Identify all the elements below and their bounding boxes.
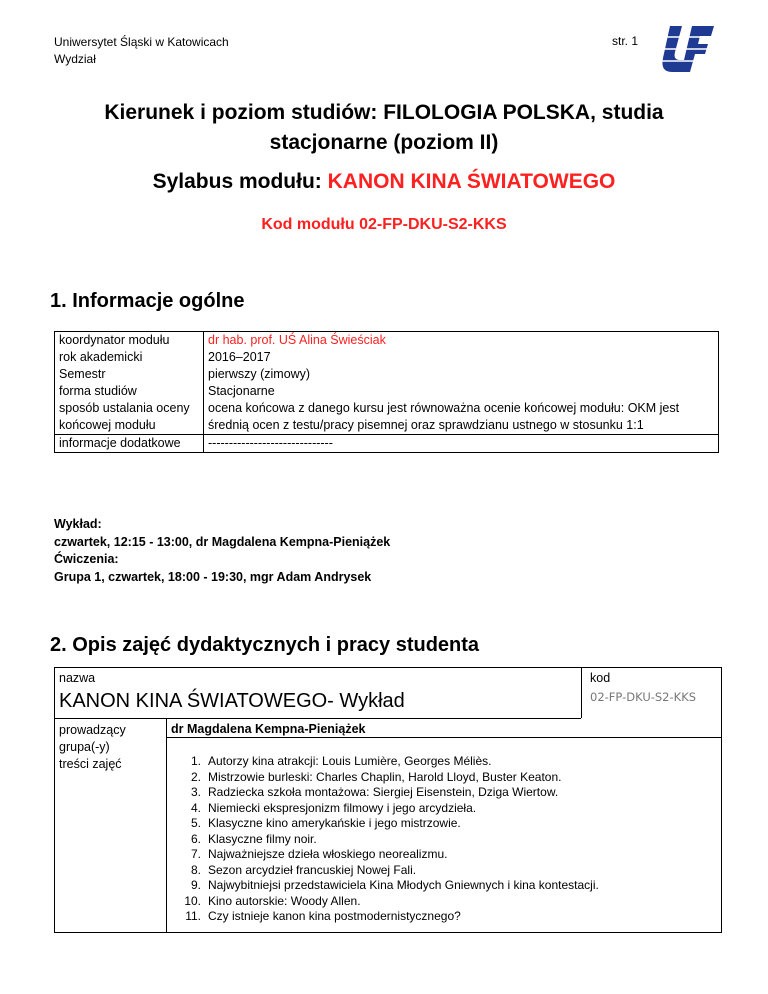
- table-row: Semestr pierwszy (zimowy): [55, 366, 719, 383]
- page-header: [54, 34, 229, 68]
- list-item: 9. Najwybitniejsi przedstawiciela Kina Młodych Gniewnych i kina kontestacji.: [190, 878, 599, 892]
- list-item: 4. Niemiecki ekspresjonizm filmowy i jego arcydzieła.: [190, 800, 477, 815]
- course-name: KANON KINA ŚWIATOWEGO- Wykład: [59, 690, 405, 712]
- page-number: str. 1: [612, 34, 639, 48]
- list-item: 5. Klasyczne kino amerykańskie i jego mistrzowie.: [190, 816, 461, 830]
- university-logo-icon: [656, 22, 718, 76]
- coordinator-value: dr hab. prof. UŚ Alina Świeściak: [204, 332, 719, 350]
- divider: [166, 718, 167, 932]
- table-row: rok akademicki 2016–2017: [55, 349, 719, 366]
- divider: [55, 718, 581, 719]
- program-title: Kierunek i poziom studiów: FILOLOGIA POLSKA, studia stacjonarne (poziom II): [104, 101, 664, 154]
- course-code: 02-FP-DKU-S2-KKS: [590, 690, 697, 704]
- section1-heading: 1. Informacje ogólne: [50, 290, 245, 312]
- list-item: 3. Radziecka szkoła montażowa: Siergiej Eisenstein, Dziga Wiertow.: [190, 785, 559, 799]
- table-row: koordynator modułu dr hab. prof. UŚ Alina Świeściak: [55, 332, 719, 350]
- section2-heading: 2. Opis zajęć dydaktycznych i pracy studenta: [50, 634, 480, 656]
- list-item: 7. Najważniejsze dzieła włoskiego neorealizmu.: [190, 847, 448, 861]
- table-row: forma studiów Stacjonarne: [55, 383, 719, 400]
- list-item: 11. Czy istnieje kanon kina postmodernistycznego?: [185, 909, 461, 923]
- divider: [166, 737, 721, 738]
- syllabus-title: [60, 170, 708, 194]
- module-name: KANON KINA ŚWIATOWEGO: [327, 170, 616, 193]
- general-info-table: [54, 331, 719, 453]
- course-name-cell: nazwa KANON KINA ŚWIATOWEGO- Wykład: [55, 668, 582, 718]
- module-code: Kod modułu 02-FP-DKU-S2-KKS: [261, 216, 507, 233]
- syllabus-prefix: Sylabus modułu:: [152, 170, 322, 193]
- faculty-name: Wydział: [54, 52, 96, 66]
- course-description-table: nazwa KANON KINA ŚWIATOWEGO- Wykład kod 02-FP-DKU-S2-KKS prowadzący grupa(-y) treści zajęć dr Magdalena Kempna-Pieniążek 1. Autorzy kina atrakcji: Louis Lumière, Georges Méliès. 2. Mistrzowie burleski: Charles Chaplin, Harold Lloyd, Buster Keaton. 3. Radziecka szkoła montażowa: Siergiej Eisenstein, Dziga Wiertow. 4. Niemiecki ekspresjonizm filmowy i jego arcydzieła. 5. Klasyczne kino amerykańskie i jego mistrzowie. 6. Klasyczne filmy noir. 7. Najważniejsze dzieła włoskiego neorealizmu. 8. Sezon arcydzieł francuskiej Nowej Fali. 9. Najwybitniejsi przedstawiciela Kina Młodych Gniewnych i kina kontestacji. 10. Kino autorskie: Woody Allen. 11. Czy istnieje kanon kina postmodernistycznego?: [54, 667, 722, 933]
- topic-list: [171, 754, 599, 925]
- course-code-cell: kod 02-FP-DKU-S2-KKS: [590, 671, 697, 704]
- university-name: Uniwersytet Śląski w Katowicach: [54, 35, 229, 49]
- list-item: 10. Kino autorskie: Woody Allen.: [184, 893, 361, 908]
- list-item: 6. Klasyczne filmy noir.: [190, 831, 317, 846]
- teacher-name: dr Magdalena Kempna-Pieniążek: [171, 722, 366, 736]
- list-item: 1. Autorzy kina atrakcji: Louis Lumière, Georges Méliès.: [190, 754, 492, 768]
- schedule-info: Wykład: czwartek, 12:15 - 13:00, dr Magdalena Kempna-Pieniążek Ćwiczenia: Grupa 1, czwartek, 18:00 - 19:30, mgr Adam Andrysek: [54, 517, 391, 584]
- table-row: informacje dodatkowe ------------------------------: [55, 435, 719, 453]
- list-item: 8. Sezon arcydzieł francuskiej Nowej Fali.: [190, 862, 417, 877]
- list-item: 2. Mistrzowie burleski: Charles Chaplin, Harold Lloyd, Buster Keaton.: [190, 769, 562, 784]
- table-row: sposób ustalania oceny końcowej modułu ocena końcowa z danego kursu jest równoważna ocenie końcowej modułu: OKM jest średnią ocen z testu/pracy pisemnej oraz sprawdzianu ustnego w stosunku 1:1: [55, 400, 719, 435]
